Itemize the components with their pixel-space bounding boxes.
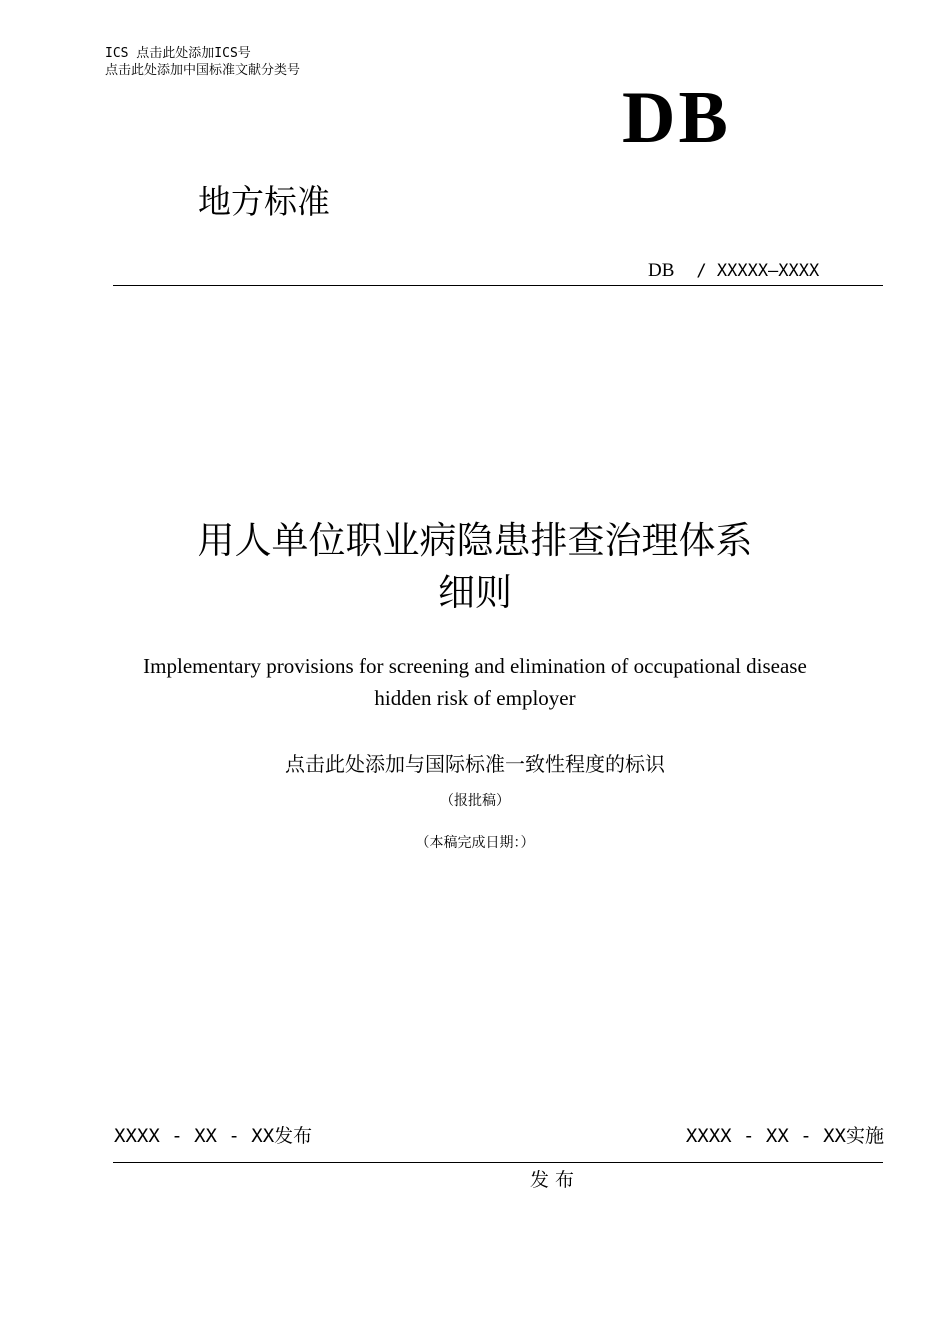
standard-type-heading: 地方标准: [198, 182, 330, 221]
chinese-title: [100, 515, 850, 619]
completion-date: （本稿完成日期：）: [415, 835, 535, 851]
draft-status: （报批稿）: [440, 793, 510, 809]
english-title-line-2: hidden risk of employer: [374, 686, 576, 710]
publisher-label: 发布: [530, 1169, 581, 1191]
standard-number: [648, 259, 819, 283]
header-divider: [113, 285, 883, 286]
chinese-title-line-1: 用人单位职业病隐患排查治理体系: [197, 519, 753, 562]
ics-number-line: ICS 点击此处添加ICS号: [105, 46, 251, 61]
db-logo: DB: [622, 77, 731, 159]
consistency-mark: 点击此处添加与国际标准一致性程度的标识: [285, 752, 665, 776]
footer-divider: [113, 1162, 883, 1163]
standard-number-code: / XXXXX—XXXX: [696, 261, 820, 281]
publish-date: XXXX - XX - XX发布: [114, 1125, 313, 1147]
chinese-title-line-2: 细则: [438, 571, 512, 614]
ccs-classification-line: 点击此处添加中国标准文献分类号: [105, 63, 301, 78]
implement-date: XXXX - XX - XX实施: [685, 1125, 884, 1147]
english-title-line-1: Implementary provisions for screening and elimination of occupational disease: [143, 654, 807, 678]
standard-number-prefix: DB: [648, 260, 675, 281]
english-title: [100, 650, 850, 714]
